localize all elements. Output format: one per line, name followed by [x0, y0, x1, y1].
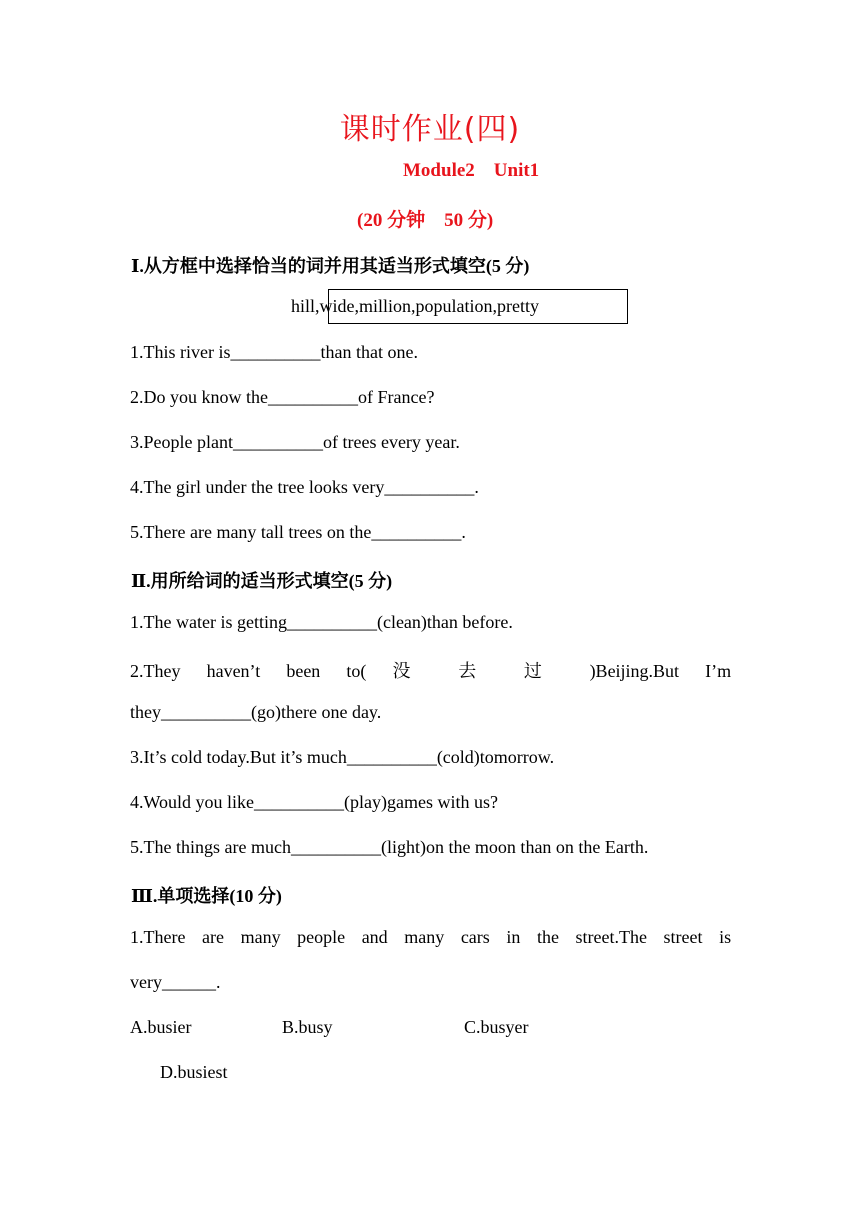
word: street.The — [575, 927, 647, 947]
section-1-item-3: 3.People plant__________of trees every year. — [130, 432, 460, 452]
section-3-heading: Ⅲ.单项选择(10 分) — [131, 886, 282, 906]
section-1-item-5: 5.There are many tall trees on the__________. — [130, 522, 466, 542]
word: I’m — [705, 661, 732, 681]
word: cars — [460, 927, 490, 947]
word: in — [506, 927, 521, 947]
word: )Beijing.But — [589, 661, 680, 681]
word: 没 — [392, 661, 433, 681]
word: the — [536, 927, 559, 947]
module-unit-subtitle: Module2 Unit1 — [403, 160, 540, 181]
word: is — [719, 927, 732, 947]
option-c: C.busyer — [464, 1017, 529, 1037]
section-2-heading: Ⅱ.用所给词的适当形式填空(5 分) — [131, 571, 393, 591]
option-a: A.busier — [130, 1017, 192, 1037]
section-2-item-5: 5.The things are much__________(light)on the moon than on the Earth. — [130, 837, 649, 857]
word: many — [404, 927, 445, 947]
word: 去 — [458, 661, 498, 681]
page-title: 课时作业(四) — [339, 112, 521, 147]
section-1-heading: Ⅰ.从方框中选择恰当的词并用其适当形式填空(5 分) — [131, 256, 530, 276]
word: are — [202, 927, 225, 947]
section-2-item-2-line-1 — [130, 657, 731, 683]
section-1-item-4: 4.The girl under the tree looks very__________. — [130, 477, 479, 497]
word-box-text: hill,wide,million,population,pretty — [291, 296, 539, 316]
section-3-question-1-line-2: very______. — [130, 972, 221, 992]
word: 1.There — [130, 927, 186, 947]
word: street — [663, 927, 703, 947]
word: people — [297, 927, 346, 947]
time-score-info: (20 分钟 50 分) — [357, 210, 494, 231]
word: been — [286, 661, 321, 681]
section-2-item-2-line-2: they__________(go)there one day. — [130, 702, 382, 722]
word: to( — [346, 661, 367, 681]
word: 2.They — [130, 661, 181, 681]
section-1-item-1: 1.This river is__________than that one. — [130, 342, 418, 362]
word: many — [240, 927, 281, 947]
word: haven’t — [206, 661, 261, 681]
option-d: D.busiest — [160, 1062, 228, 1082]
section-2-item-1: 1.The water is getting__________(clean)than before. — [130, 612, 513, 632]
section-2-item-3: 3.It’s cold today.But it’s much__________(cold)tomorrow. — [130, 747, 555, 767]
option-b: B.busy — [282, 1017, 333, 1037]
section-2-item-4: 4.Would you like__________(play)games with us? — [130, 792, 498, 812]
section-1-item-2: 2.Do you know the__________of France? — [130, 387, 435, 407]
section-3-question-1-line-1 — [130, 927, 731, 948]
word: 过 — [523, 661, 564, 681]
word: and — [361, 927, 388, 947]
